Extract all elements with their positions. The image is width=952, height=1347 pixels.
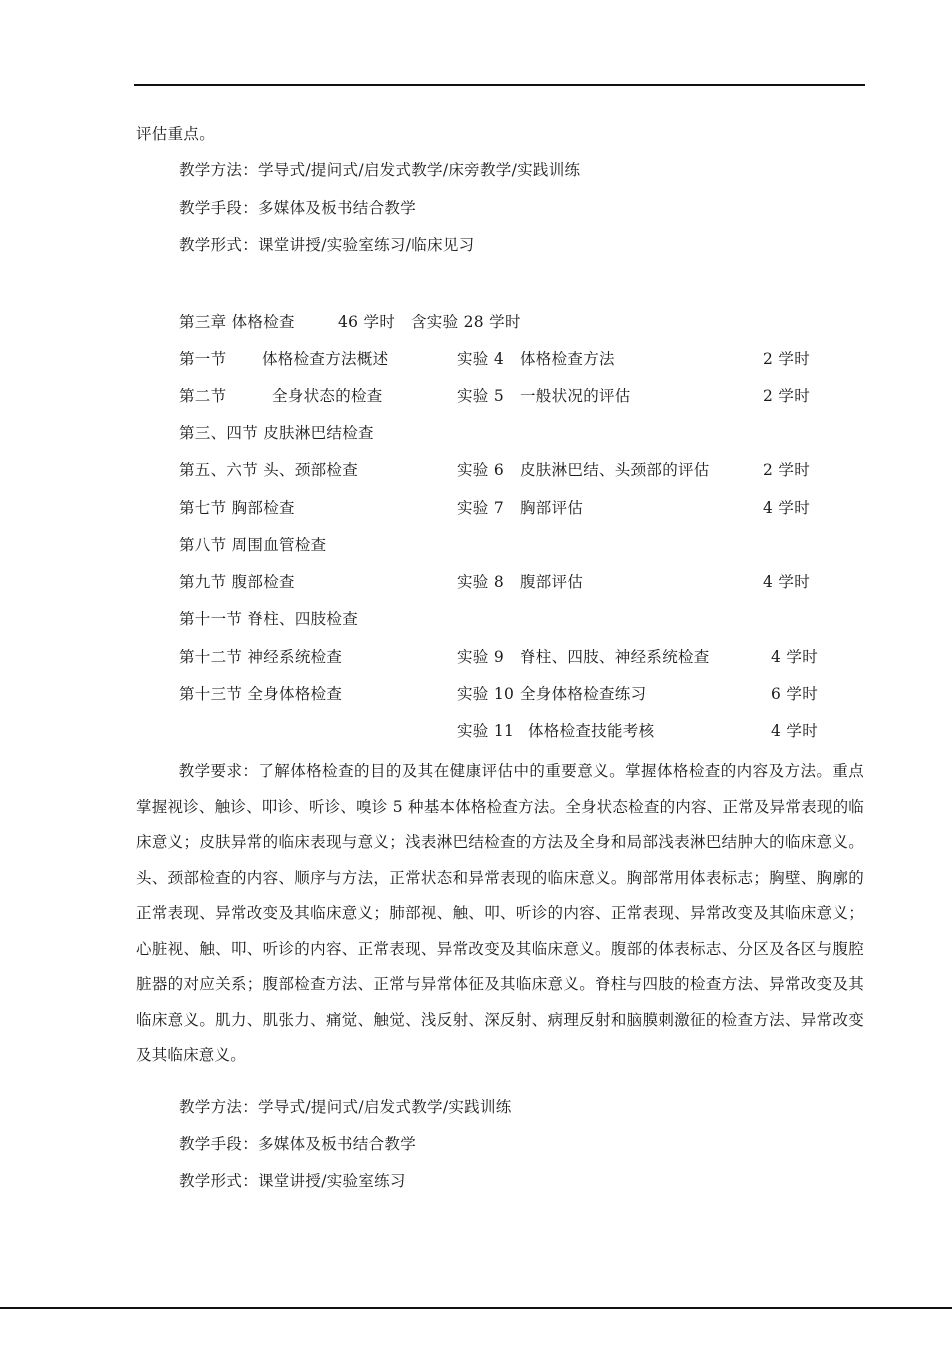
row-hours: 2 学时 bbox=[763, 350, 810, 368]
header-rule bbox=[134, 84, 865, 86]
row-lab-title: 体格检查技能考核 bbox=[528, 722, 655, 740]
chapter-hours: 46 学时 bbox=[338, 313, 396, 331]
row-section: 第十三节 全身体格检查 bbox=[179, 685, 343, 703]
row-lab-title: 腹部评估 bbox=[520, 573, 584, 591]
row-topic: 体格检查方法概述 bbox=[262, 350, 389, 368]
row-lab: 实验 5 bbox=[457, 387, 504, 405]
chapter-heading: 第三章 体格检查 bbox=[179, 313, 295, 331]
row-lab: 实验 11 bbox=[457, 722, 515, 740]
intro-continuation: 评估重点。 bbox=[136, 125, 216, 143]
row-section: 第九节 腹部检查 bbox=[179, 573, 295, 591]
outro-teaching-means: 教学手段：多媒体及板书结合教学 bbox=[179, 1135, 417, 1153]
row-lab-title: 一般状况的评估 bbox=[520, 387, 631, 405]
row-lab: 实验 6 bbox=[457, 461, 504, 479]
outro-teaching-method: 教学方法：学导式/提问式/启发式教学/实践训练 bbox=[179, 1098, 512, 1116]
intro-teaching-form: 教学形式：课堂讲授/实验室练习/临床见习 bbox=[179, 236, 475, 254]
row-lab-title: 脊柱、四肢、神经系统检查 bbox=[520, 648, 710, 666]
row-hours: 4 学时 bbox=[763, 499, 810, 517]
intro-teaching-means: 教学手段：多媒体及板书结合教学 bbox=[179, 199, 417, 217]
row-lab: 实验 9 bbox=[457, 648, 504, 666]
row-section: 第七节 胸部检查 bbox=[179, 499, 295, 517]
row-hours: 4 学时 bbox=[771, 722, 818, 740]
row-hours: 6 学时 bbox=[771, 685, 818, 703]
row-section: 第一节 bbox=[179, 350, 227, 368]
row-lab: 实验 7 bbox=[457, 499, 504, 517]
row-hours: 4 学时 bbox=[763, 573, 810, 591]
row-topic: 全身状态的检查 bbox=[272, 387, 383, 405]
row-hours: 2 学时 bbox=[763, 461, 810, 479]
row-section: 第十一节 脊柱、四肢检查 bbox=[179, 610, 359, 628]
row-section: 第十二节 神经系统检查 bbox=[179, 648, 343, 666]
row-lab-title: 全身体格检查练习 bbox=[520, 685, 647, 703]
intro-teaching-method: 教学方法：学导式/提问式/启发式教学/床旁教学/实践训练 bbox=[179, 161, 581, 179]
outro-teaching-form: 教学形式：课堂讲授/实验室练习 bbox=[179, 1172, 406, 1190]
row-section: 第二节 bbox=[179, 387, 227, 405]
row-lab-title: 体格检查方法 bbox=[520, 350, 615, 368]
row-lab-title: 胸部评估 bbox=[520, 499, 584, 517]
row-hours: 2 学时 bbox=[763, 387, 810, 405]
row-lab: 实验 4 bbox=[457, 350, 504, 368]
chapter-lab-hours: 含实验 28 学时 bbox=[411, 313, 521, 331]
footer-rule bbox=[0, 1307, 952, 1309]
row-lab: 实验 8 bbox=[457, 573, 504, 591]
row-section: 第八节 周围血管检查 bbox=[179, 536, 327, 554]
row-section: 第五、六节 头、颈部检查 bbox=[179, 461, 359, 479]
teaching-requirements: 教学要求：了解体格检查的目的及其在健康评估中的重要意义。掌握体格检查的内容及方法。重点掌握视诊、触诊、叩诊、听诊、嗅诊 5 种基本体格检查方法。全身状态检查的内容、正常及异常表现的临床意义；皮肤异常的临床表现与意义；浅表淋巴结检查的方法及全身和局部浅表淋巴结肿大的临床意义。头、颈部检查的内容、顺序与方法，正常状态和异常表现的临床意义。胸部常用体表标志；胸壁、胸廓的正常表现、异常改变及其临床意义；肺部视、触、叩、听诊的内容、正常表现、异常改变及其临床意义；心脏视、触、叩、听诊的内容、正常表现、异常改变及其临床意义。腹部的体表标志、分区及各区与腹腔脏器的对应关系；腹部检查方法、正常与异常体征及其临床意义。脊柱与四肢的检查方法、异常改变及其临床意义。肌力、肌张力、痛觉、触觉、浅反射、深反射、病理反射和脑膜刺激征的检查方法、异常改变及其临床意义。 bbox=[136, 762, 864, 1064]
row-lab-title: 皮肤淋巴结、头颈部的评估 bbox=[520, 461, 710, 479]
row-section: 第三、四节 皮肤淋巴结检查 bbox=[179, 424, 374, 442]
row-hours: 4 学时 bbox=[771, 648, 818, 666]
row-lab: 实验 10 bbox=[457, 685, 515, 703]
